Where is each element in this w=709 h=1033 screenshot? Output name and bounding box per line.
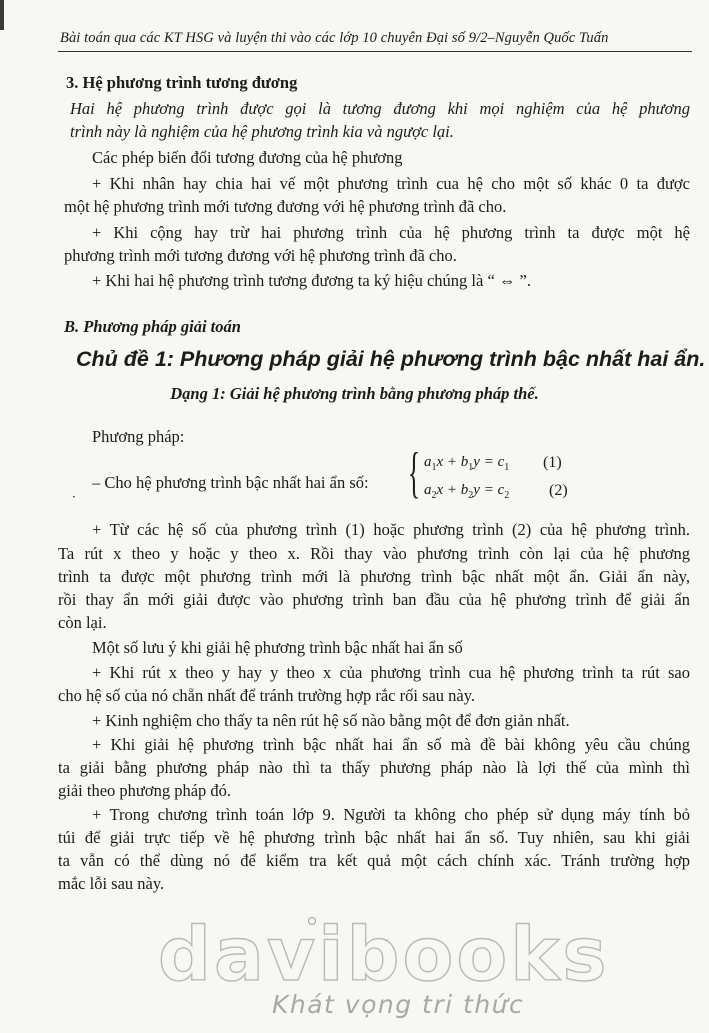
running-header: Bài toán qua các KT HSG và luyện thi vào các lớp 10 chuyên Đại số 9/2–Nguyễn Quốc Tuấn xyxy=(60,30,609,46)
definition-line-2: trình này là nghiệm của hệ phương trình kia và ngược lại. xyxy=(70,122,454,141)
note-3-line-1: + Khi giải hệ phương trình bậc nhất hai ẩn số mà đề bài không yêu cầu chúng xyxy=(92,735,690,754)
paragraph-1-line-3: trình ta được một phương trình mới là phương trình bậc nhất một ẩn. Giải ẩn này, xyxy=(58,567,690,586)
paragraph-1-line-4: rồi thay ẩn mới giải được vào phương trình ban đầu của hệ phương trình để giải ẩn xyxy=(58,590,690,609)
method-label: Phương pháp: xyxy=(92,427,185,446)
equation-1-number: (1) xyxy=(543,454,562,471)
paragraph-1-line-1: + Từ các hệ số của phương trình (1) hoặc phương trình (2) của hệ phương trình. xyxy=(92,520,690,539)
bullet-2-line-2: phương trình mới tương đương với hệ phương trình đã cho. xyxy=(64,246,457,265)
bullet-1-line-2: một hệ phương trình mới tương đương với hệ phương trình đã cho. xyxy=(64,197,507,216)
stray-dot: · xyxy=(72,490,76,504)
definition-line-1: Hai hệ phương trình được gọi là tương đương khi mọi nghiệm của hệ phương xyxy=(70,99,690,118)
note-1-line-2: cho hệ số của nó chẵn nhất để tránh trường hợp rắc rối sau này. xyxy=(58,686,476,705)
equation-system xyxy=(408,442,578,510)
paragraph-1-line-2: Ta rút x theo y hoặc y theo x. Rồi thay vào phương trình còn lại của hệ phương xyxy=(58,544,690,563)
equation-2: $a_2x + b_2y = c_2$ xyxy=(424,482,510,501)
bullet-3-line-1: + Khi hai hệ phương trình tương đương ta ký hiệu chúng là “ ⇔ ”. xyxy=(92,271,531,290)
system-brace: { xyxy=(408,442,421,504)
equation-1: $a_1x + b_1y = c_1$ xyxy=(424,454,510,473)
header-rule xyxy=(58,51,692,52)
transform-intro: Các phép biến đổi tương đương của hệ phương xyxy=(92,148,403,167)
note-3-line-3: giải theo phương pháp đó. xyxy=(58,781,232,800)
watermark-brand: davibooks xyxy=(158,912,610,998)
watermark-dot xyxy=(308,917,316,925)
note-3-line-2: ta giải bằng phương pháp nào thì ta thấy phương pháp nào là lợi thế của mình thì xyxy=(58,758,690,777)
system-intro: – Cho hệ phương trình bậc nhất hai ẩn số: xyxy=(92,473,369,492)
part-b-heading: B. Phương pháp giải toán xyxy=(64,317,241,336)
page-edge-mark xyxy=(0,0,4,30)
note-4-line-1: + Trong chương trình toán lớp 9. Người ta không cho phép sử dụng máy tính bỏ xyxy=(92,805,690,824)
bullet-1-line-1: + Khi nhân hay chia hai vế một phương trình cua hệ cho một số khác 0 ta được xyxy=(92,174,690,193)
form-title: Dạng 1: Giải hệ phương trình bằng phương pháp thế. xyxy=(170,384,539,403)
note-4-line-3: ta vẫn có thể dùng nó để kiểm tra kết quả một cách chính xác. Tránh trường hợp xyxy=(58,851,690,870)
equation-2-number: (2) xyxy=(549,482,568,499)
notes-intro: Một số lưu ý khi giải hệ phương trình bậc nhất hai ẩn số xyxy=(92,638,463,657)
bullet-2-line-1: + Khi cộng hay trừ hai phương trình của hệ phương trình ta được một hệ xyxy=(92,223,690,242)
section-3-heading: 3. Hệ phương trình tương đương xyxy=(66,73,298,92)
note-4-line-2: túi để giải trực tiếp về hệ phương trình bậc nhất hai ẩn số. Tuy nhiên, sau khi giải xyxy=(58,828,690,847)
watermark-slogan: Khát vọng tri thức xyxy=(272,990,525,1019)
paragraph-1-line-5: còn lại. xyxy=(58,613,107,632)
note-2-line-1: + Kinh nghiệm cho thấy ta nên rút hệ số nào bằng một để đơn giản nhất. xyxy=(92,711,570,730)
topic-title: Chủ đề 1: Phương pháp giải hệ phương trình bậc nhất hai ẩn. xyxy=(76,347,706,371)
note-4-line-4: mắc lỗi sau này. xyxy=(58,874,165,893)
note-1-line-1: + Khi rút x theo y hay y theo x của phương trình cua hệ phương trình ta rút sao xyxy=(92,663,690,682)
